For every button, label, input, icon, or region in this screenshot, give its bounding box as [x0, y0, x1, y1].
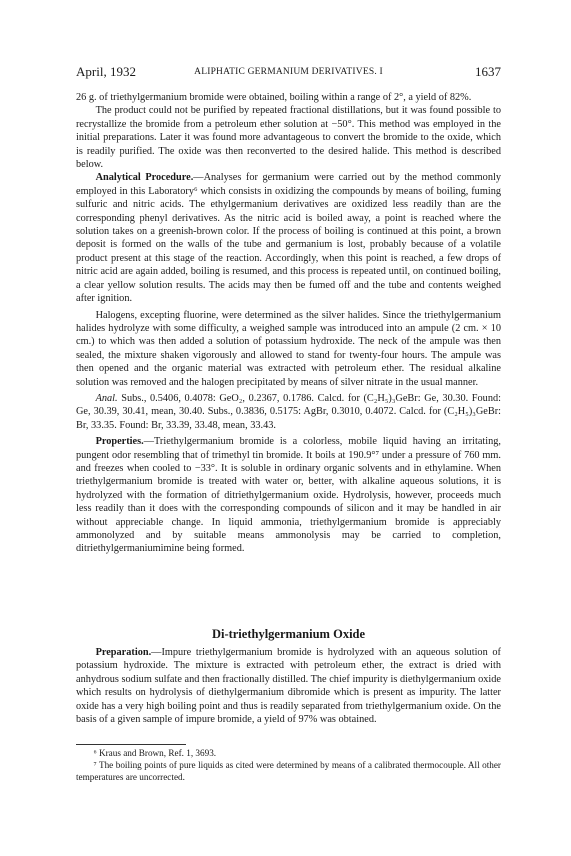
paragraph-halogens: Halogens, excepting fluorine, were determined as the silver halides. Since the triethylgermanium halides hydrolyze with some difficulty, a weighed sample was introduced into an ampule (2 cm. × 10 cm.) to which was then added a solution of potassium hydroxide. The neck of the ampule was then sealed, the mixture shaken vigorously and allowed to stand for twenty-four hours. The ampule was then opened and the organic material was extracted with petroleum ether. The residual alkaline solution was removed and the halogen precipitated by means of silver nitrate in the usual manner. — [76, 309, 501, 388]
properties-heading: Properties. — [95, 436, 144, 448]
running-head — [76, 64, 501, 80]
body-text-bottom — [76, 646, 501, 726]
running-head-title: ALIPHATIC GERMANIUM DERIVATIVES. I — [194, 67, 383, 77]
paragraph-analytical — [76, 171, 501, 305]
footnote-7: ⁷ The boiling points of pure liquids as cited were determined by means of a calibrated thermocouple. All other temperatures are uncorrected. — [76, 760, 501, 783]
paragraph-purification: The product could not be purified by repeated fractional distillations, but it was found possible to recrystallize the bromide from a petroleum ether solution at −50°. This method was employed in the initial preparations. Later it was found more advantageous to convert the bromide to the oxide, which is readily purified. The oxide was then reconverted to the desired halide. This method is described below. — [76, 105, 501, 171]
paragraph-analysis — [76, 392, 501, 432]
analytical-heading: Analytical Procedure. — [95, 172, 194, 184]
paragraph-properties — [76, 435, 501, 556]
analytical-text: —Analyses for germanium were carried out by the method commonly employed in this Laboratory⁶ which consists in oxidizing the compounds by means of boiling, fuming sulfuric and nitric acids. The ethylgermanium derivatives are oxidized less readily than are the corresponding phenyl derivatives. As the nitric acid is boiled away, a point is reached where the solution takes on a greenish-brown color. If the process of boiling is continued at this point, a brown deposit is formed on the walls of the tube and germanium is lost, probably because of a volatile product present at this stage of the reaction. Accordingly, when this point is reached, a few drops of nitric acid are again added, boiling is resumed, and this process is repeated until, on continued boiling, a clear yellow solution results. The acids may then be fumed off and the tube and contents weighed after ignition. — [76, 172, 501, 305]
body-text-top — [76, 91, 501, 556]
paragraph-preparation — [76, 646, 501, 726]
properties-text: —Triethylgermanium bromide is a colorless, mobile liquid having an irritating, pungent odor resembling that of trimethyl tin bromide. It boils at 190.9°⁷ under a pressure of 760 mm. and freezes when cooled to −33°. It is soluble in ordinary organic solvents and in ethylamine. When triethylgermanium bromide is treated with water or, better, with alkaline aqueous solutions, it is hydrolyzed with the formation of ditriethylgermanium oxide. Hydrolysis, however, proceeds much less readily than it does with the corresponding compounds of silicon and it may be handled in air without appreciable change. In liquid ammonia, triethylgermanium bromide is appreciably ammonolyzed and by suitable means ammonolysis may be carried to completion, ditriethylgermaniumimine being formed. — [76, 436, 501, 555]
anal-label: Anal. — [95, 392, 118, 404]
anal-text: Subs., 0.5406, 0.4078: GeO₂, 0.2367, 0.1786. Calcd. for (C₂H₅)₃GeBr: Ge, 30.30. Found: Ge, 30.39, 30.41, mean, 30.40. Subs., 0.3836, 0.5175: AgBr, 0.3010, 0.4072. Calcd. for (C₂H₅)₃GeBr: Br, 33.35. Found: Br, 33.39, 33.48, mean, 33.43. — [76, 392, 501, 431]
running-head-date: April, 1932 — [76, 64, 136, 79]
page-number: 1637 — [475, 64, 501, 79]
footnotes — [76, 747, 501, 784]
preparation-text: —Impure triethylgermanium bromide is hydrolyzed with an aqueous solution of potassium hydroxide. The mixture is extracted with petroleum ether, the extract is dried with anhydrous sodium sulfate and then fractionally distilled. The chief impurity is diethylgermanium oxide which results on hydrolysis of diethylgermanium dibromide which is present as impurity. The latter oxide has a very high boiling point and thus is readily separated from triethylgermanium oxide. On the basis of a given sample of impure bromide, a yield of 97% was obtained. — [76, 647, 501, 726]
footnote-6: ⁶ Kraus and Brown, Ref. 1, 3693. — [93, 748, 217, 758]
preparation-heading: Preparation. — [95, 647, 152, 658]
paragraph-yield: 26 g. of triethylgermanium bromide were obtained, boiling within a range of 2°, a yield of 82%. — [76, 92, 472, 103]
section-heading: Di-triethylgermanium Oxide — [211, 627, 366, 641]
footnote-rule — [76, 744, 186, 745]
